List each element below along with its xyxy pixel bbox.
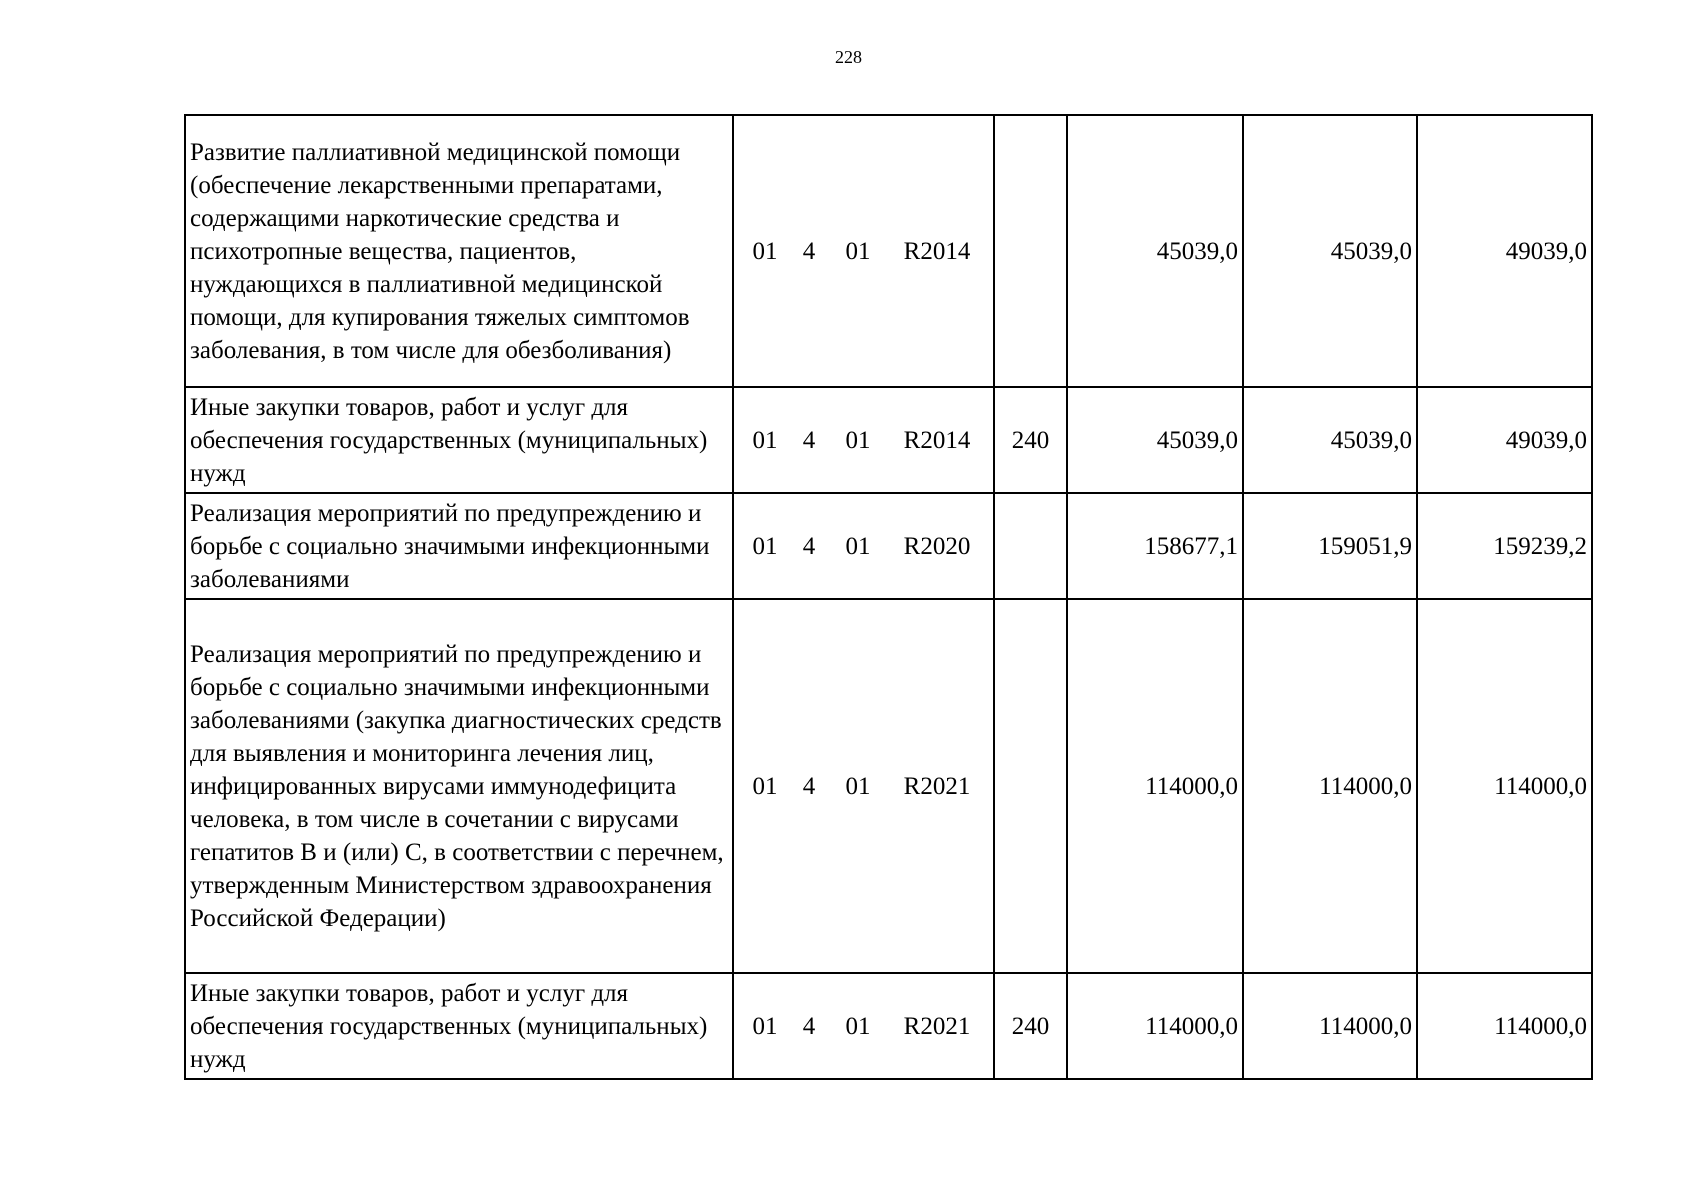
direction-code: R2021 [903, 1012, 971, 1040]
classification-code [733, 599, 994, 973]
table-row [185, 973, 1592, 1079]
amount-year-3: 114000,0 [1417, 599, 1592, 973]
direction-code: R2020 [903, 532, 971, 560]
classification-code [733, 493, 994, 599]
row-description: Иные закупки товаров, работ и услуг для обеспечения государственных (муниципальных) нужд [185, 973, 733, 1079]
program-code: 01 [752, 532, 778, 560]
subprogram-code: 4 [802, 532, 816, 560]
amount-year-2: 159051,9 [1243, 493, 1417, 599]
table-row [185, 115, 1592, 387]
main-event-code: 01 [845, 532, 871, 560]
classification-code [733, 115, 994, 387]
main-event-code: 01 [845, 426, 871, 454]
table-row [185, 599, 1592, 973]
amount-year-1: 45039,0 [1067, 387, 1243, 493]
main-event-code: 01 [845, 1012, 871, 1040]
expense-type-code: 240 [994, 387, 1067, 493]
page-number: 228 [835, 47, 862, 67]
direction-code: R2021 [903, 772, 971, 800]
subprogram-code: 4 [802, 772, 816, 800]
amount-year-1: 45039,0 [1067, 115, 1243, 387]
subprogram-code: 4 [802, 1012, 816, 1040]
classification-code [733, 973, 994, 1079]
expense-type-code: 240 [994, 973, 1067, 1079]
table-row [185, 387, 1592, 493]
subprogram-code: 4 [802, 237, 816, 265]
amount-year-2: 114000,0 [1243, 973, 1417, 1079]
amount-year-2: 114000,0 [1243, 599, 1417, 973]
amount-year-3: 114000,0 [1417, 973, 1592, 1079]
expense-type-code [994, 493, 1067, 599]
program-code: 01 [752, 1012, 778, 1040]
amount-year-2: 45039,0 [1243, 387, 1417, 493]
classification-code [733, 387, 994, 493]
direction-code: R2014 [903, 237, 971, 265]
subprogram-code: 4 [802, 426, 816, 454]
row-description: Реализация мероприятий по предупреждению и борьбе с социально значимыми инфекционными заболеваниями [185, 493, 733, 599]
row-description: Развитие паллиативной медицинской помощи (обеспечение лекарственными препаратами, содержащими наркотические средства и психотропные вещества, пациентов, нуждающихся в паллиативной медицинской помощи, для купирования тяжелых симптомов заболевания, в том числе для обезболивания) [185, 115, 733, 387]
amount-year-3: 49039,0 [1417, 387, 1592, 493]
program-code: 01 [752, 237, 778, 265]
main-event-code: 01 [845, 237, 871, 265]
amount-year-1: 114000,0 [1067, 599, 1243, 973]
direction-code: R2014 [903, 426, 971, 454]
amount-year-1: 158677,1 [1067, 493, 1243, 599]
amount-year-3: 49039,0 [1417, 115, 1592, 387]
amount-year-2: 45039,0 [1243, 115, 1417, 387]
expense-type-code [994, 115, 1067, 387]
row-description: Иные закупки товаров, работ и услуг для обеспечения государственных (муниципальных) нужд [185, 387, 733, 493]
expense-type-code [994, 599, 1067, 973]
row-description: Реализация мероприятий по предупреждению и борьбе с социально значимыми инфекционными заболеваниями (закупка диагностических средств для выявления и мониторинга лечения лиц, инфицированных вирусами иммунодефицита человека, в том числе в сочетании с вирусами гепатитов В и (или) С, в соответствии с перечнем, утвержденным Министерством здравоохранения Российской Федерации) [185, 599, 733, 973]
main-event-code: 01 [845, 772, 871, 800]
budget-table [184, 114, 1593, 1080]
table-row [185, 493, 1592, 599]
program-code: 01 [752, 772, 778, 800]
program-code: 01 [752, 426, 778, 454]
amount-year-3: 159239,2 [1417, 493, 1592, 599]
amount-year-1: 114000,0 [1067, 973, 1243, 1079]
